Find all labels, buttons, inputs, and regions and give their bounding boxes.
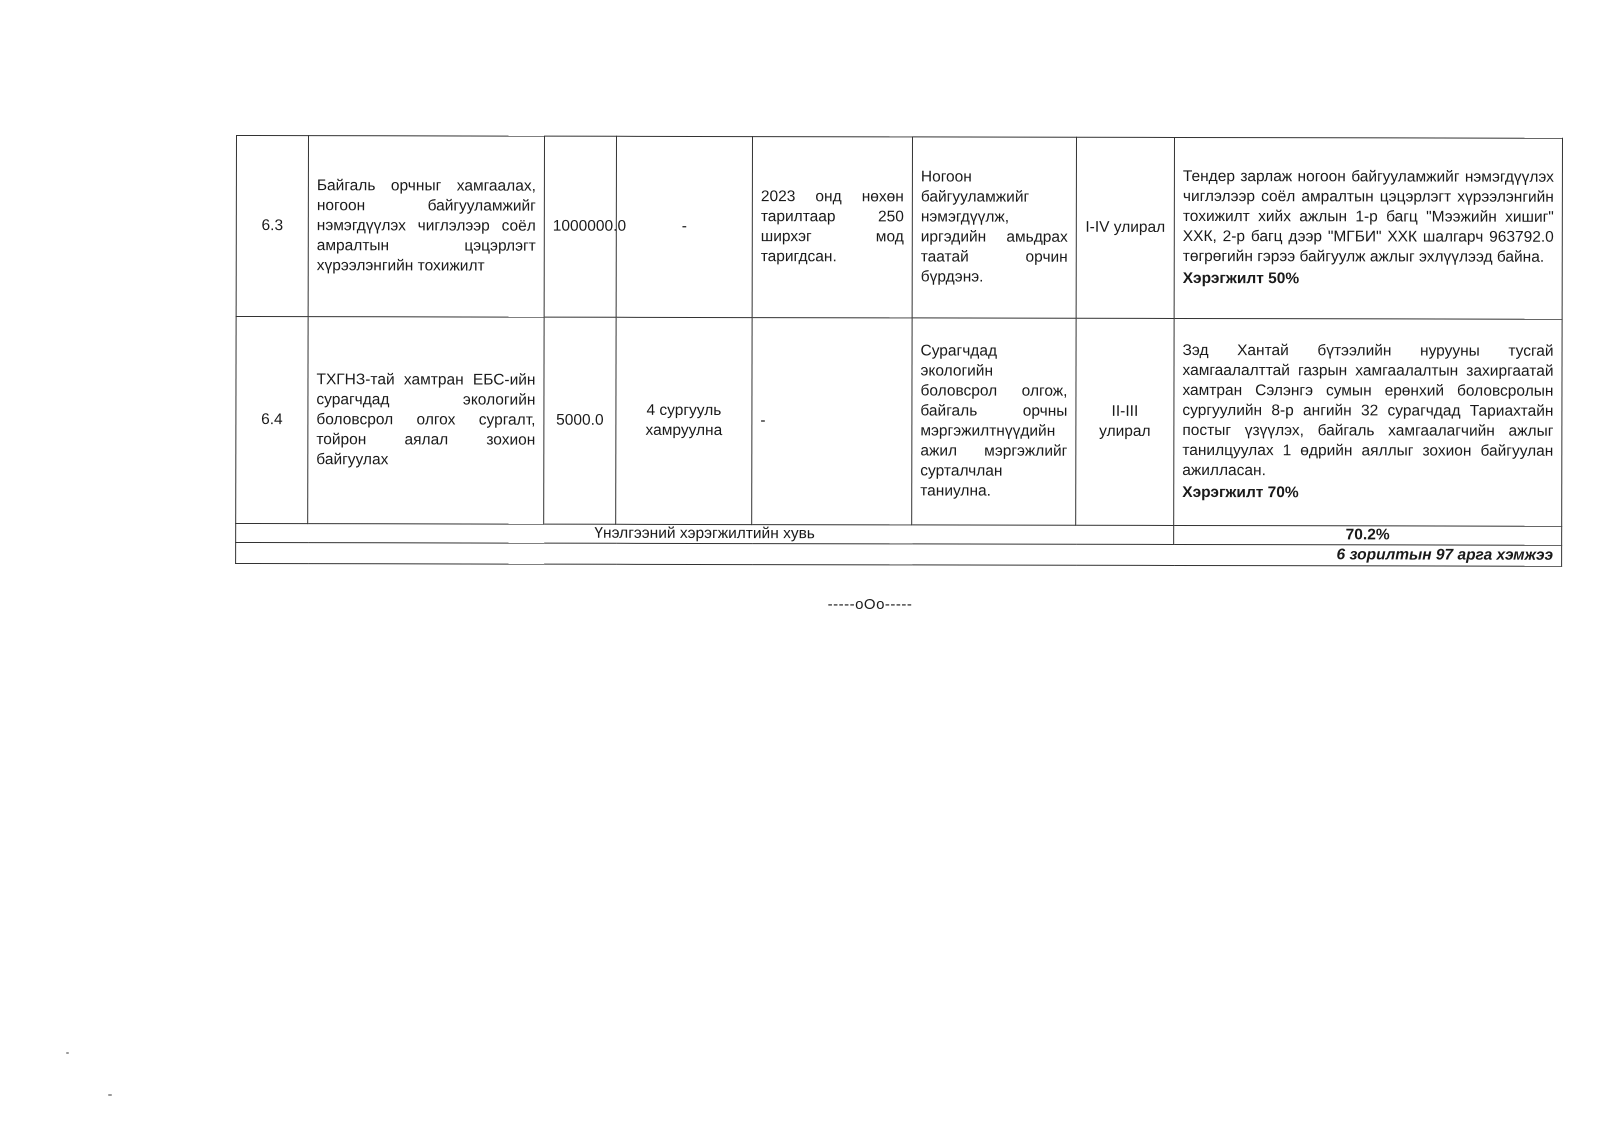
table-row — [236, 317, 1562, 527]
timeline: II-III улирал — [1076, 318, 1174, 525]
baseline-value: 2023 онд нөхөн тарилтаар 250 ширхэг мод таригдсан. — [752, 137, 912, 318]
scan-speck — [108, 1094, 112, 1096]
table-row — [236, 136, 1562, 320]
performance-rate: Хэрэгжилт 50% — [1182, 269, 1300, 288]
performance-cell — [1174, 318, 1562, 526]
evaluation-table — [235, 135, 1563, 567]
row-number: 6.4 — [236, 317, 308, 524]
target-value: - — [616, 136, 752, 317]
row-number: 6.3 — [236, 136, 308, 317]
performance-text: Тендер зарлаж ногоон байгууламжийг нэмэгдүүлэх чиглэлээр соёл амралтын цэцэрлэгт хүрээлэнгийн тохижилт хийх ажлын 1-р багц "Мээжийн хишиг" ХХК, 2-р багц дээр "МГБИ" ХХК шалгарч 963792.0 төгрөгийн гэрээ байгуулж ажлыг эхлүүлээд байна. — [1182, 167, 1554, 266]
performance-text: Зэд Хантай бүтээлийн нурууны тусгай хамгаалалттай газрын хамгаалалтын захиргаатай хамтран Сэлэнгэ сумын ерөнхий боловсролын сургуулийн 8-р ангийн 32 сурагчдад Тариахтайн постыг үзүүлэх, байгаль хамгаалагчийн ажлыг танилцуулах 1 өдрийн аяллыг зохион байгуулан ажилласан. — [1182, 341, 1554, 480]
summary-row — [236, 543, 1562, 567]
baseline-value: - — [752, 318, 912, 525]
timeline: I-IV улирал — [1076, 137, 1174, 318]
budget-amount: 1000000.0 — [544, 136, 616, 317]
total-value: 70.2% — [1174, 525, 1562, 545]
performance-cell — [1174, 137, 1562, 319]
activity-name: ТХГНЗ-тай хамтран ЕБС-ийн сурагчдад экологийн боловсрол олгох сургалт, тойрон аялал зохион байгуулах — [308, 317, 544, 524]
expected-result: Ногоон байгууламжийг нэмэгдүүлж, иргэдийн амьдрах таатай орчин бүрдэнэ. — [912, 137, 1076, 318]
performance-rate: Хэрэгжилт 70% — [1182, 483, 1299, 502]
scan-speck — [66, 1052, 69, 1054]
summary-text: 6 зорилтын 97 арга хэмжээ — [236, 543, 1562, 567]
activity-name: Байгаль орчныг хамгаалах, ногоон байгууламжийг нэмэгдүүлэх чиглэлээр соёл амралтын цэцэрлэгт хүрээлэнгийн тохижилт — [308, 136, 544, 317]
total-label: Үнэлгээний хэрэгжилтийн хувь — [236, 524, 1174, 545]
end-mark: -----oOo----- — [827, 596, 913, 613]
target-value: 4 сургууль хамруулна — [616, 317, 752, 524]
expected-result: Сурагчдад экологийн боловсрол олгож, байгаль орчны мэргэжилтнүүдийн ажил мэргэжлийг сурталчлан таниулна. — [912, 318, 1076, 525]
budget-amount: 5000.0 — [544, 317, 616, 524]
